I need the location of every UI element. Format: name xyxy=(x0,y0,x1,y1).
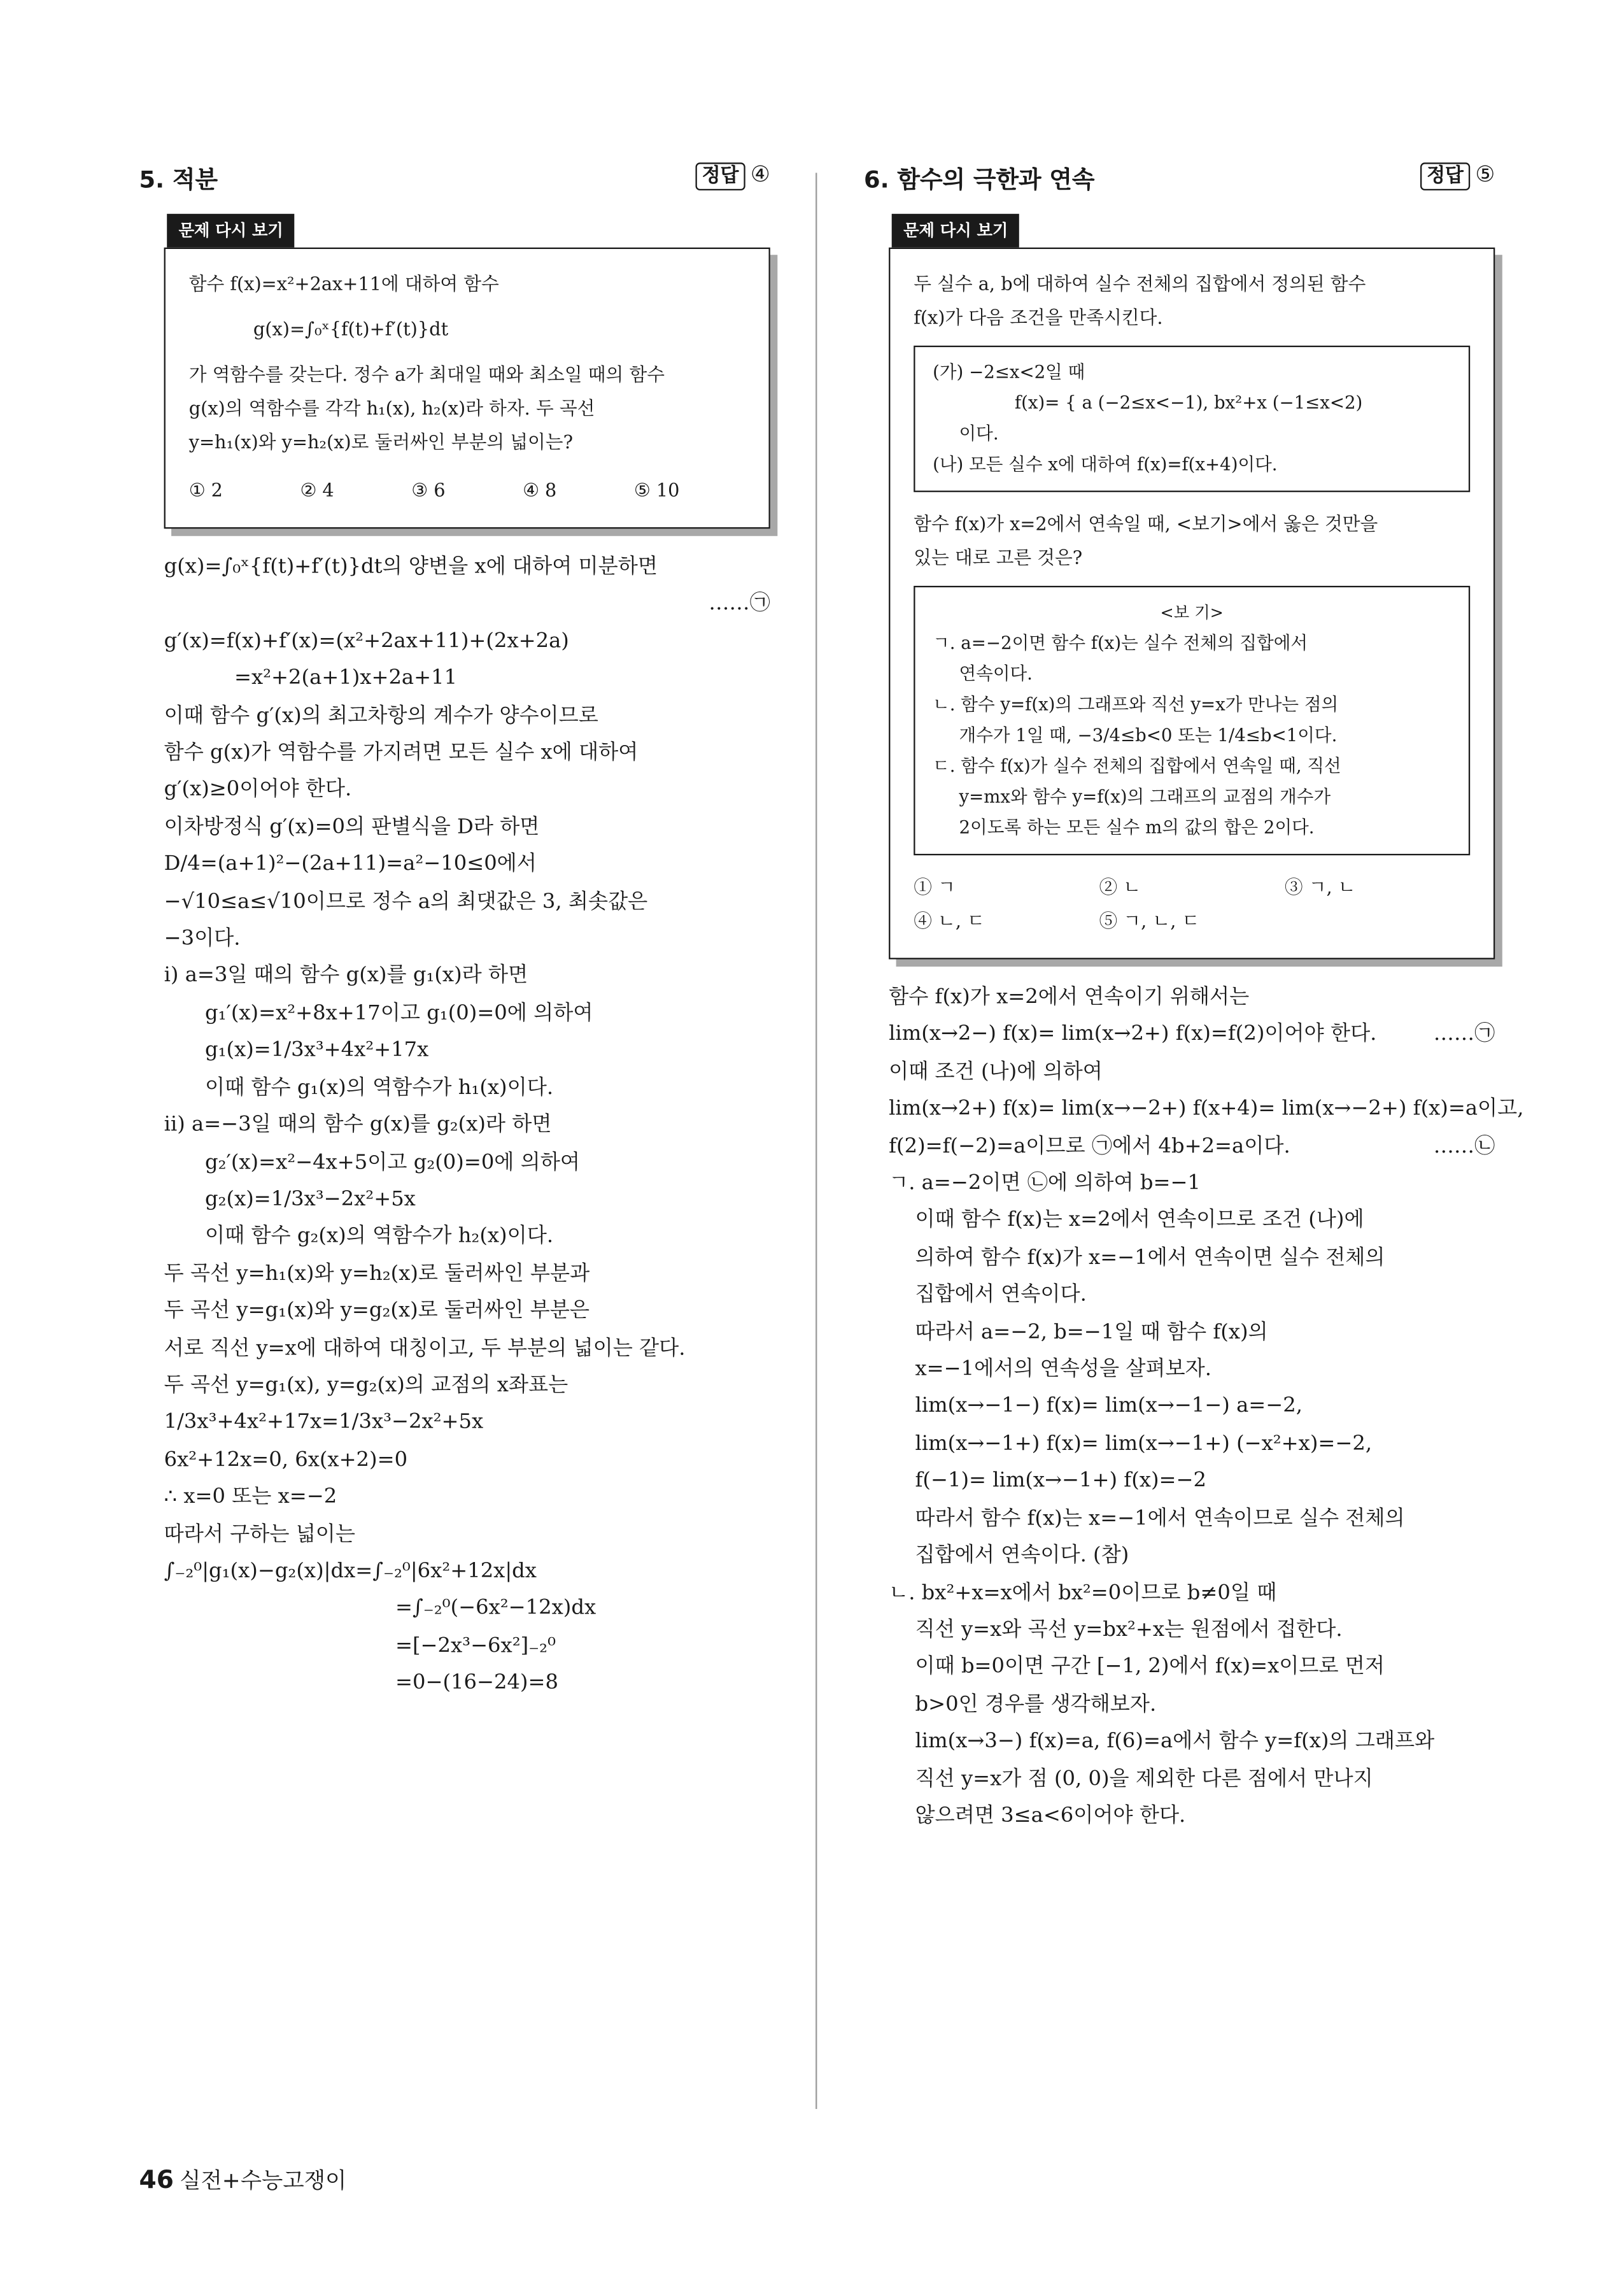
equation-marker: ……㉡ xyxy=(1433,1134,1495,1158)
solution-line: =x²+2(a+1)x+2a+11 xyxy=(234,667,458,690)
choice-2: ② ㄴ xyxy=(1099,876,1141,898)
solution-line: 이때 함수 g₁(x)의 역함수가 h₁(x)이다. xyxy=(205,1076,554,1100)
answer-key-badge: 정답 xyxy=(696,162,744,190)
solution-line: b>0인 경우를 생각해보자. xyxy=(915,1693,1157,1716)
choice-1: ① ㄱ xyxy=(914,876,956,898)
solution-line: 따라서 a=−2, b=−1일 때 함수 f(x)의 xyxy=(915,1320,1268,1344)
bogi-line: 개수가 1일 때, −3/4≤b<0 또는 1/4≤b<1이다. xyxy=(959,725,1338,746)
problem-line: y=h₁(x)와 y=h₂(x)로 둘러싸인 부분의 넓이는? xyxy=(188,430,573,453)
page-footer xyxy=(139,2164,347,2195)
choice-5: ⑤ 10 xyxy=(633,479,680,501)
column-divider xyxy=(816,173,817,2109)
solution-line: x=−1에서의 연속성을 살펴보자. xyxy=(915,1358,1211,1382)
solution-text: f(2)=f(−2)=a이므로 ㉠에서 4b+2=a이다. xyxy=(889,1134,1290,1158)
solution-line: 이때 b=0이면 구간 [−1, 2)에서 f(x)=x이므로 먼저 xyxy=(915,1655,1385,1679)
choice-2: ② 4 xyxy=(300,479,334,501)
section-5-number: 5. xyxy=(139,165,165,194)
solution-5 xyxy=(164,550,770,1703)
section-5-title xyxy=(139,161,218,195)
solution-line: lim(x→−1+) f(x)= lim(x→−1+) (−x²+x)=−2, xyxy=(915,1432,1373,1456)
solution-line: 두 곡선 y=h₁(x)와 y=h₂(x)로 둘러싸인 부분과 xyxy=(164,1261,590,1286)
solution-line xyxy=(889,1017,1495,1054)
problem-5-box xyxy=(164,248,770,529)
review-tab: 문제 다시 보기 xyxy=(167,214,295,248)
answer-key-badge: 정답 xyxy=(1421,162,1469,190)
section-6-topic: 함수의 극한과 연속 xyxy=(897,165,1095,194)
problem-line: 두 실수 a, b에 대하여 실수 전체의 집합에서 정의된 함수 xyxy=(914,272,1366,295)
solution-line: −√10≤a≤√10이므로 정수 a의 최댓값은 3, 최솟값은 xyxy=(164,890,648,914)
choice-1: ① 2 xyxy=(188,479,223,501)
solution-line: ⅱ) a=−3일 때의 함수 g(x)를 g₂(x)라 하면 xyxy=(164,1113,552,1137)
condition-line: (가) −2≤x<2일 때 xyxy=(933,362,1085,383)
bogi-line: ㄱ. a=−2이면 함수 f(x)는 실수 전체의 집합에서 xyxy=(933,632,1308,653)
problem-line: f(x)가 다음 조건을 만족시킨다. xyxy=(914,306,1163,329)
solution-line: ㄱ. a=−2이면 ㉡에 의하여 b=−1 xyxy=(889,1172,1201,1195)
solution-line: =∫₋₂⁰(−6x²−12x)dx xyxy=(395,1596,597,1621)
choice-3: ③ ㄱ, ㄴ xyxy=(1284,876,1356,898)
solution-line: lim(x→2+) f(x)= lim(x→−2+) f(x+4)= lim(x→−2+) f(x)=a이고, xyxy=(889,1097,1524,1121)
section-5-answer xyxy=(696,161,770,190)
review-tab: 문제 다시 보기 xyxy=(892,214,1020,248)
answer-value: ⑤ xyxy=(1475,161,1495,188)
equation-marker: ……㉠ xyxy=(1433,1023,1495,1047)
section-6-answer xyxy=(1421,161,1495,190)
solution-line: 두 곡선 y=g₁(x)와 y=g₂(x)로 둘러싸인 부분은 xyxy=(164,1299,590,1323)
solution-line: 함수 f(x)가 x=2에서 연속이기 위해서는 xyxy=(889,985,1250,1009)
bogi-box xyxy=(914,586,1470,855)
solution-line: g₁(x)=1/3x³+4x²+17x xyxy=(205,1039,429,1063)
solution-line: −3이다. xyxy=(164,927,241,951)
solution-line: 이때 함수 g₂(x)의 역함수가 h₂(x)이다. xyxy=(205,1225,554,1249)
answer-value: ④ xyxy=(750,161,770,188)
problem-6-box xyxy=(889,248,1495,960)
condition-line: (나) 모든 실수 x에 대하여 f(x)=f(x+4)이다. xyxy=(933,454,1278,475)
solution-line: 집합에서 연속이다. (참) xyxy=(915,1544,1129,1568)
problem-line: 함수 f(x)가 x=2에서 연속일 때, <보기>에서 옳은 것만을 xyxy=(914,513,1378,535)
solution-line: 직선 y=x와 곡선 y=bx²+x는 원점에서 접한다. xyxy=(915,1618,1343,1642)
book-title: 실전+수능고쟁이 xyxy=(180,2168,347,2194)
solution-line: 이때 함수 g′(x)의 최고차항의 계수가 양수이므로 xyxy=(164,704,598,728)
bogi-line: 2이도록 하는 모든 실수 m의 값의 합은 2이다. xyxy=(959,817,1315,838)
choice-4: ④ 8 xyxy=(523,479,557,501)
problem-line: g(x)의 역함수를 각각 h₁(x), h₂(x)라 하자. 두 곡선 xyxy=(188,397,595,419)
solution-line: 집합에서 연속이다. xyxy=(915,1283,1087,1307)
solution-line: 따라서 구하는 넓이는 xyxy=(164,1522,356,1546)
solution-line: ㄴ. bx²+x=x에서 bx²=0이므로 b≠0일 때 xyxy=(889,1580,1277,1605)
choice-4: ④ ㄴ, ㄷ xyxy=(914,909,985,932)
section-6-number: 6. xyxy=(864,165,889,194)
conditions-box xyxy=(914,346,1470,492)
equation-marker: ……㉠ xyxy=(709,592,770,616)
section-5-header xyxy=(139,161,770,199)
solution-line: 따라서 함수 f(x)는 x=−1에서 연속이므로 실수 전체의 xyxy=(915,1506,1405,1530)
solution-line: 않으려면 3≤a<6이어야 한다. xyxy=(915,1804,1186,1828)
solution-line: g′(x)≥0이어야 한다. xyxy=(164,778,352,802)
solution-line: g₁′(x)=x²+8x+17이고 g₁(0)=0에 의하여 xyxy=(205,1001,593,1025)
solution-line: ∫₋₂⁰|g₁(x)−g₂(x)|dx=∫₋₂⁰|6x²+12x|dx xyxy=(164,1559,537,1584)
solution-line: ∴ x=0 또는 x=−2 xyxy=(164,1485,337,1509)
solution-line xyxy=(889,1128,1495,1165)
solution-line: ⅰ) a=3일 때의 함수 g(x)를 g₁(x)라 하면 xyxy=(164,964,528,988)
solution-text: lim(x→2−) f(x)= lim(x→2+) f(x)=f(2)이어야 한다. xyxy=(889,1023,1377,1047)
problem-line: 함수 f(x)=x²+2ax+11에 대하여 함수 xyxy=(188,272,499,295)
solution-line: =0−(16−24)=8 xyxy=(395,1671,558,1695)
solution-line: 이때 함수 f(x)는 x=2에서 연속이므로 조건 (나)에 xyxy=(915,1209,1364,1233)
condition-line: 이다. xyxy=(959,423,999,444)
problem-formula: g(x)=∫₀ˣ{f(t)+f′(t)}dt xyxy=(253,318,449,340)
section-6-header xyxy=(864,161,1495,199)
solution-line: 이때 조건 (나)에 의하여 xyxy=(889,1060,1103,1084)
solution-line: f(−1)= lim(x→−1+) f(x)=−2 xyxy=(915,1469,1206,1493)
solution-line: 직선 y=x가 점 (0, 0)을 제외한 다른 점에서 만나지 xyxy=(915,1767,1373,1791)
solution-line: 이차방정식 g′(x)=0의 판별식을 D라 하면 xyxy=(164,815,540,839)
section-6-title xyxy=(864,161,1094,195)
solution-line: 6x²+12x=0, 6x(x+2)=0 xyxy=(164,1448,408,1472)
answer-choices xyxy=(189,473,745,507)
bogi-label: <보 기> xyxy=(1160,603,1224,623)
solution-line: lim(x→3−) f(x)=a, f(6)=a에서 함수 y=f(x)의 그래프와 xyxy=(915,1729,1435,1754)
solution-line: 1/3x³+4x²+17x=1/3x³−2x²+5x xyxy=(164,1410,484,1435)
answer-choices xyxy=(914,870,1470,937)
solution-line: 두 곡선 y=g₁(x), y=g₂(x)의 교점의 x좌표는 xyxy=(164,1374,568,1398)
solution-line: 서로 직선 y=x에 대하여 대칭이고, 두 부분의 넓이는 같다. xyxy=(164,1336,686,1360)
solution-line: 의하여 함수 f(x)가 x=−1에서 연속이면 실수 전체의 xyxy=(915,1246,1385,1270)
bogi-line: ㄷ. 함수 f(x)가 실수 전체의 집합에서 연속일 때, 직선 xyxy=(933,755,1341,776)
solution-line: =[−2x³−6x²]₋₂⁰ xyxy=(395,1634,556,1658)
choice-3: ③ 6 xyxy=(411,479,446,501)
solution-6 xyxy=(889,980,1524,1836)
problem-line: 가 역함수를 갖는다. 정수 a가 최대일 때와 최소일 때의 함수 xyxy=(188,363,665,385)
solution-line: g(x)=∫₀ˣ{f(t)+f′(t)}dt의 양변을 x에 대하여 미분하면 xyxy=(164,555,658,579)
bogi-line: 연속이다. xyxy=(959,663,1033,685)
solution-line: 함수 g(x)가 역함수를 가지려면 모든 실수 x에 대하여 xyxy=(164,741,639,765)
problem-line: 있는 대로 고른 것은? xyxy=(914,546,1083,569)
section-5 xyxy=(139,161,770,1703)
solution-line: g₂(x)=1/3x³−2x²+5x xyxy=(205,1188,416,1211)
solution-line: g₂′(x)=x²−4x+5이고 g₂(0)=0에 의하여 xyxy=(205,1150,580,1174)
solution-line: lim(x→−1−) f(x)= lim(x→−1−) a=−2, xyxy=(915,1395,1303,1419)
solution-line: g′(x)=f(x)+f′(x)=(x²+2ax+11)+(2x+2a) xyxy=(164,629,569,653)
choice-5: ⑤ ㄱ, ㄴ, ㄷ xyxy=(1099,909,1200,932)
bogi-line: y=mx와 함수 y=f(x)의 그래프의 교점의 개수가 xyxy=(959,786,1331,807)
bogi-line: ㄴ. 함수 y=f(x)의 그래프와 직선 y=x가 만나는 점의 xyxy=(933,694,1339,715)
section-6 xyxy=(864,161,1524,1836)
page-number: 46 xyxy=(139,2166,174,2196)
solution-line: D/4=(a+1)²−(2a+11)=a²−10≤0에서 xyxy=(164,853,537,876)
section-5-topic: 적분 xyxy=(172,165,218,194)
condition-piecewise: f(x)= { a (−2≤x<−1), bx²+x (−1≤x<2) xyxy=(1014,392,1363,413)
